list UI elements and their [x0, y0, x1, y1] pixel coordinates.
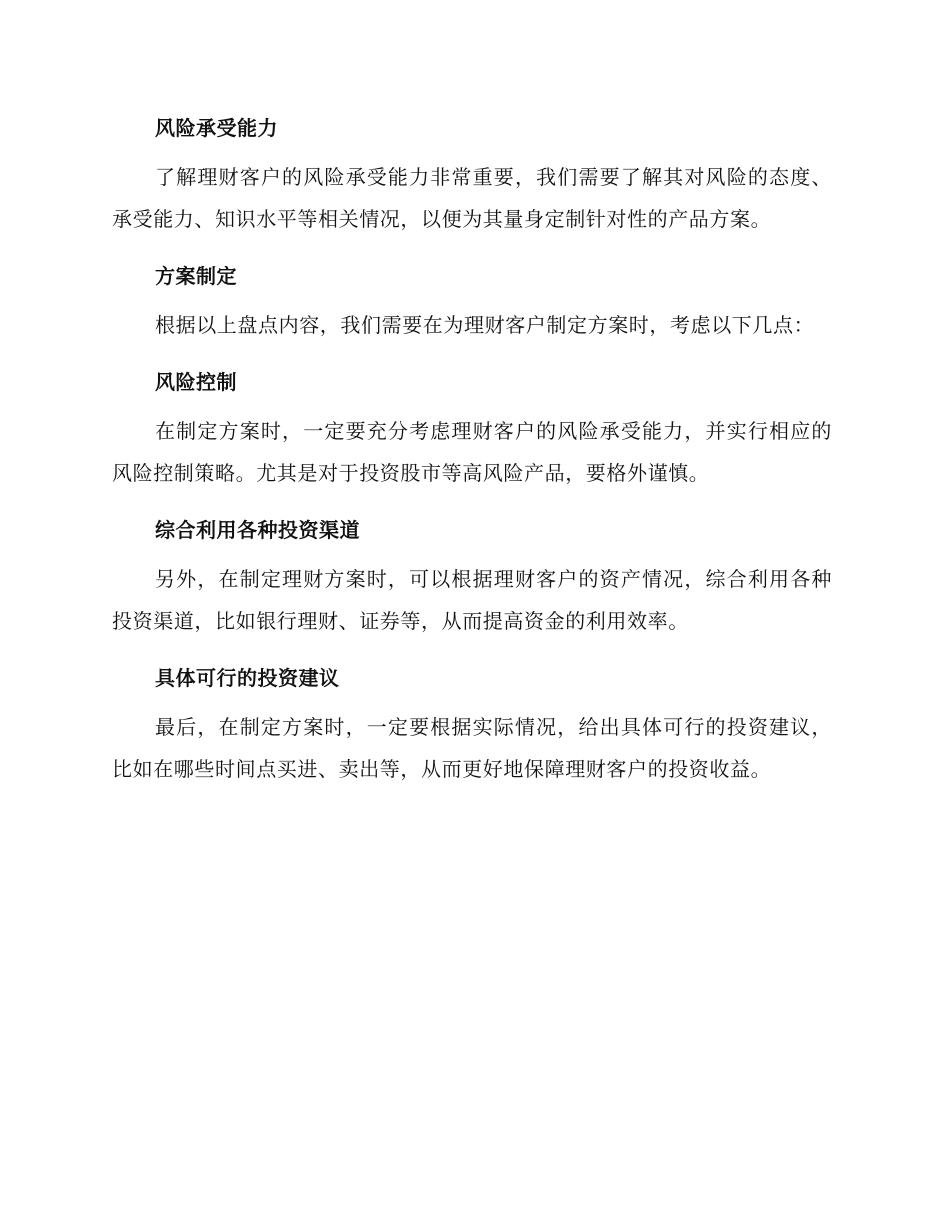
section-investment-advice: [112, 658, 832, 790]
section-risk-control: [112, 362, 832, 494]
section-risk-tolerance: [112, 108, 832, 240]
section-investment-channels: [112, 510, 832, 642]
section-paragraph: 另外，在制定理财方案时，可以根据理财客户的资产情况，综合利用各种投资渠道，比如银行理财、证券等，从而提高资金的利用效率。: [112, 567, 832, 633]
section-heading: 风险控制: [155, 370, 237, 394]
section-paragraph: 最后，在制定方案时，一定要根据实际情况，给出具体可行的投资建议，比如在哪些时间点买进、卖出等，从而更好地保障理财客户的投资收益。: [112, 715, 832, 781]
section-heading: 风险承受能力: [155, 116, 278, 140]
section-heading: 综合利用各种投资渠道: [155, 518, 360, 542]
document-page: [112, 108, 832, 806]
section-heading: 方案制定: [155, 264, 237, 288]
section-paragraph: 在制定方案时，一定要充分考虑理财客户的风险承受能力，并实行相应的风险控制策略。尤其是对于投资股市等高风险产品，要格外谨慎。: [112, 419, 832, 485]
section-plan-making: [112, 256, 832, 346]
section-heading: 具体可行的投资建议: [155, 666, 340, 690]
section-paragraph: 根据以上盘点内容，我们需要在为理财客户制定方案时，考虑以下几点：: [155, 313, 815, 337]
section-paragraph: 了解理财客户的风险承受能力非常重要，我们需要了解其对风险的态度、承受能力、知识水平等相关情况，以便为其量身定制针对性的产品方案。: [112, 165, 832, 231]
